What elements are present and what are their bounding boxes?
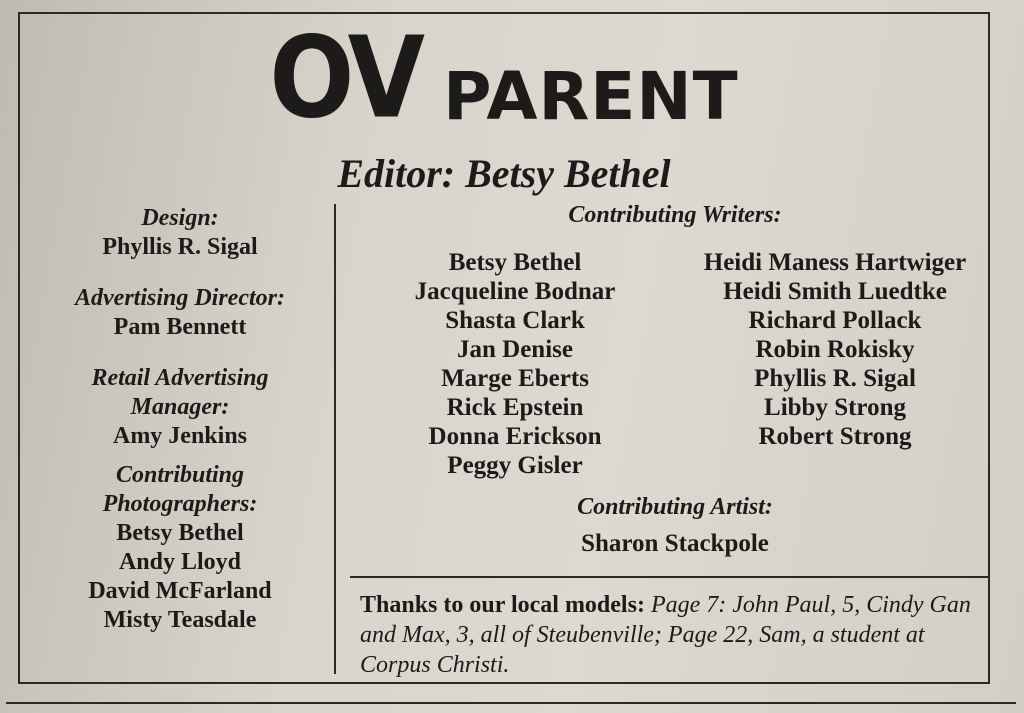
design-label: Design:	[141, 205, 219, 231]
writer-name: Libby Strong	[764, 394, 906, 421]
masthead	[20, 12, 988, 144]
writer-name: Jacqueline Bodnar	[414, 278, 616, 305]
writer-name: Donna Erickson	[428, 423, 602, 450]
writer-name: Phyllis R. Sigal	[754, 365, 916, 392]
writer-name: Peggy Gisler	[447, 452, 583, 479]
retail-manager-name: Amy Jenkins	[112, 423, 248, 449]
photographers-label-line2: Photographers:	[102, 491, 258, 517]
photographer-name: Misty Teasdale	[103, 607, 257, 633]
retail-manager-label-line1: Retail Advertising	[91, 365, 269, 391]
column-divider	[334, 204, 336, 674]
staff-box	[18, 12, 990, 684]
writer-name: Heidi Maness Hartwiger	[703, 249, 967, 276]
photographer-name: David McFarland	[88, 578, 272, 604]
writers-heading: Contributing Writers:	[568, 202, 782, 228]
masthead-ov: OV	[269, 12, 422, 144]
section-divider	[350, 576, 988, 578]
writer-name: Heidi Smith Luedtke	[723, 278, 947, 305]
thanks-note	[360, 590, 1000, 680]
thanks-detail: Page 7: John Paul, 5, Cindy Gan and Max, 3, all of Steubenville; Page 22, Sam, a student at Corpus Christi.	[360, 592, 971, 678]
writer-name: Robin Rokisky	[755, 336, 915, 363]
design-name: Phyllis R. Sigal	[102, 234, 258, 260]
bottom-rule	[6, 702, 1016, 704]
writer-name: Rick Epstein	[446, 394, 584, 421]
artist-name: Sharon Stackpole	[581, 530, 769, 557]
photographers-label-line1: Contributing	[115, 462, 245, 488]
ad-director-label: Advertising Director:	[75, 285, 285, 311]
masthead-parent: PARENT	[443, 58, 739, 135]
writers-column-b	[668, 248, 1002, 451]
photographer-name: Betsy Bethel	[116, 520, 244, 546]
writer-name: Shasta Clark	[445, 307, 585, 334]
thanks-lead: Thanks to our local models:	[360, 592, 645, 618]
artist-heading: Contributing Artist:	[577, 494, 773, 520]
editor-line: Editor: Betsy Bethel	[337, 151, 671, 196]
ad-director-name: Pam Bennett	[113, 314, 247, 340]
writers-column-a	[360, 248, 670, 480]
writer-name: Betsy Bethel	[448, 249, 582, 276]
writer-name: Jan Denise	[457, 336, 573, 363]
photographer-name: Andy Lloyd	[118, 549, 242, 575]
retail-manager-label-line2: Manager:	[130, 394, 230, 420]
writer-name: Robert Strong	[758, 423, 912, 450]
writer-name: Marge Eberts	[441, 365, 589, 392]
staff-left-column	[30, 204, 330, 635]
writer-name: Richard Pollack	[748, 307, 922, 334]
